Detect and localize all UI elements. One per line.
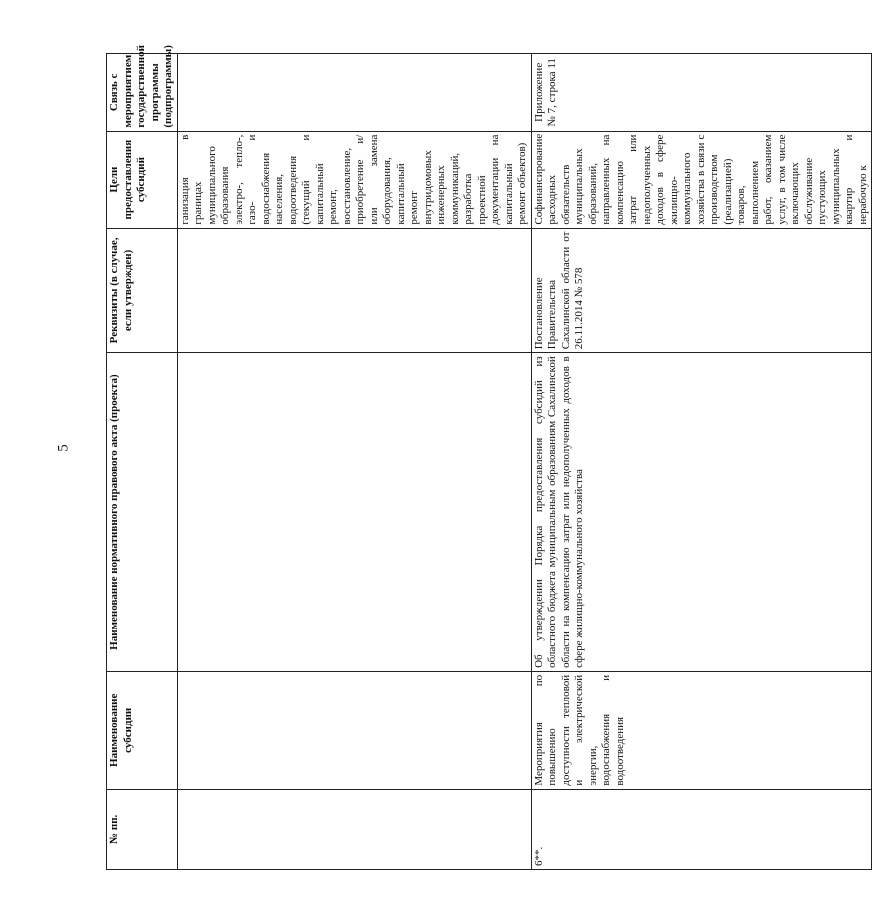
- header-requisites: Реквизиты (в случае, если утвержден): [107, 228, 178, 353]
- subsidy-table-container: [106, 45, 869, 870]
- cell-number: [177, 789, 531, 869]
- cell-number: 6**.: [531, 789, 872, 869]
- table-header-row: [107, 54, 178, 870]
- cell-goals: ганизация в границах муниципального образования электро-, тепло-, газо- и водоснабжения населения, водоотведения (текущий и капитальный ремонт, восстановление, приобретение и/или замена оборудования, капитальный ремонт внутридомовых инженерных коммуникаций, разработка проектной документации на капитальный ремонт объектов): [177, 131, 531, 228]
- cell-program-link: Приложение № 7, строка 11: [531, 54, 872, 132]
- header-number: № пп.: [107, 789, 178, 869]
- table-row: [177, 54, 531, 870]
- cell-program-link: [177, 54, 531, 132]
- cell-legal-act: [177, 353, 531, 672]
- table-row: [531, 54, 872, 870]
- header-program-link: Связь с мероприятием государственной программы (подпрограммы): [107, 54, 178, 132]
- subsidy-table: [106, 45, 872, 870]
- cell-requisites: [177, 228, 531, 353]
- cell-requisites: Постановление Правительства Сахалинской области от 26.11.2014 № 578: [531, 228, 872, 353]
- cell-subsidy-name: [177, 671, 531, 789]
- cell-goals: Софинансирование расходных обязательств муниципальных образований, направленных на компенсацию затрат или недополученных доходов в сфере жилищно-коммунального хозяйства в связи с производством (реализацией) товаров, выполнением работ, оказанием услуг, в том числе включающих обслуживание пустующих муниципальных квартир и нерабочую к: [531, 131, 872, 228]
- cell-subsidy-name: Мероприятия по повышению доступности тепловой и электрической энергии, водоснабжения и водоотведения: [531, 671, 872, 789]
- page-number: 5: [55, 444, 72, 452]
- cell-legal-act: Об утверждении Порядка предоставления субсидий из областного бюджета муниципальным образованиям Сахалинской области на компенсацию затрат или недополученных доходов в сфере жилищно-коммунального хозяйства: [531, 353, 872, 672]
- header-subsidy-name: Наименование субсидии: [107, 671, 178, 789]
- header-legal-act: Наименование нормативного правового акта (проекта): [107, 353, 178, 672]
- header-goals: Цели предоставления субсидий: [107, 131, 178, 228]
